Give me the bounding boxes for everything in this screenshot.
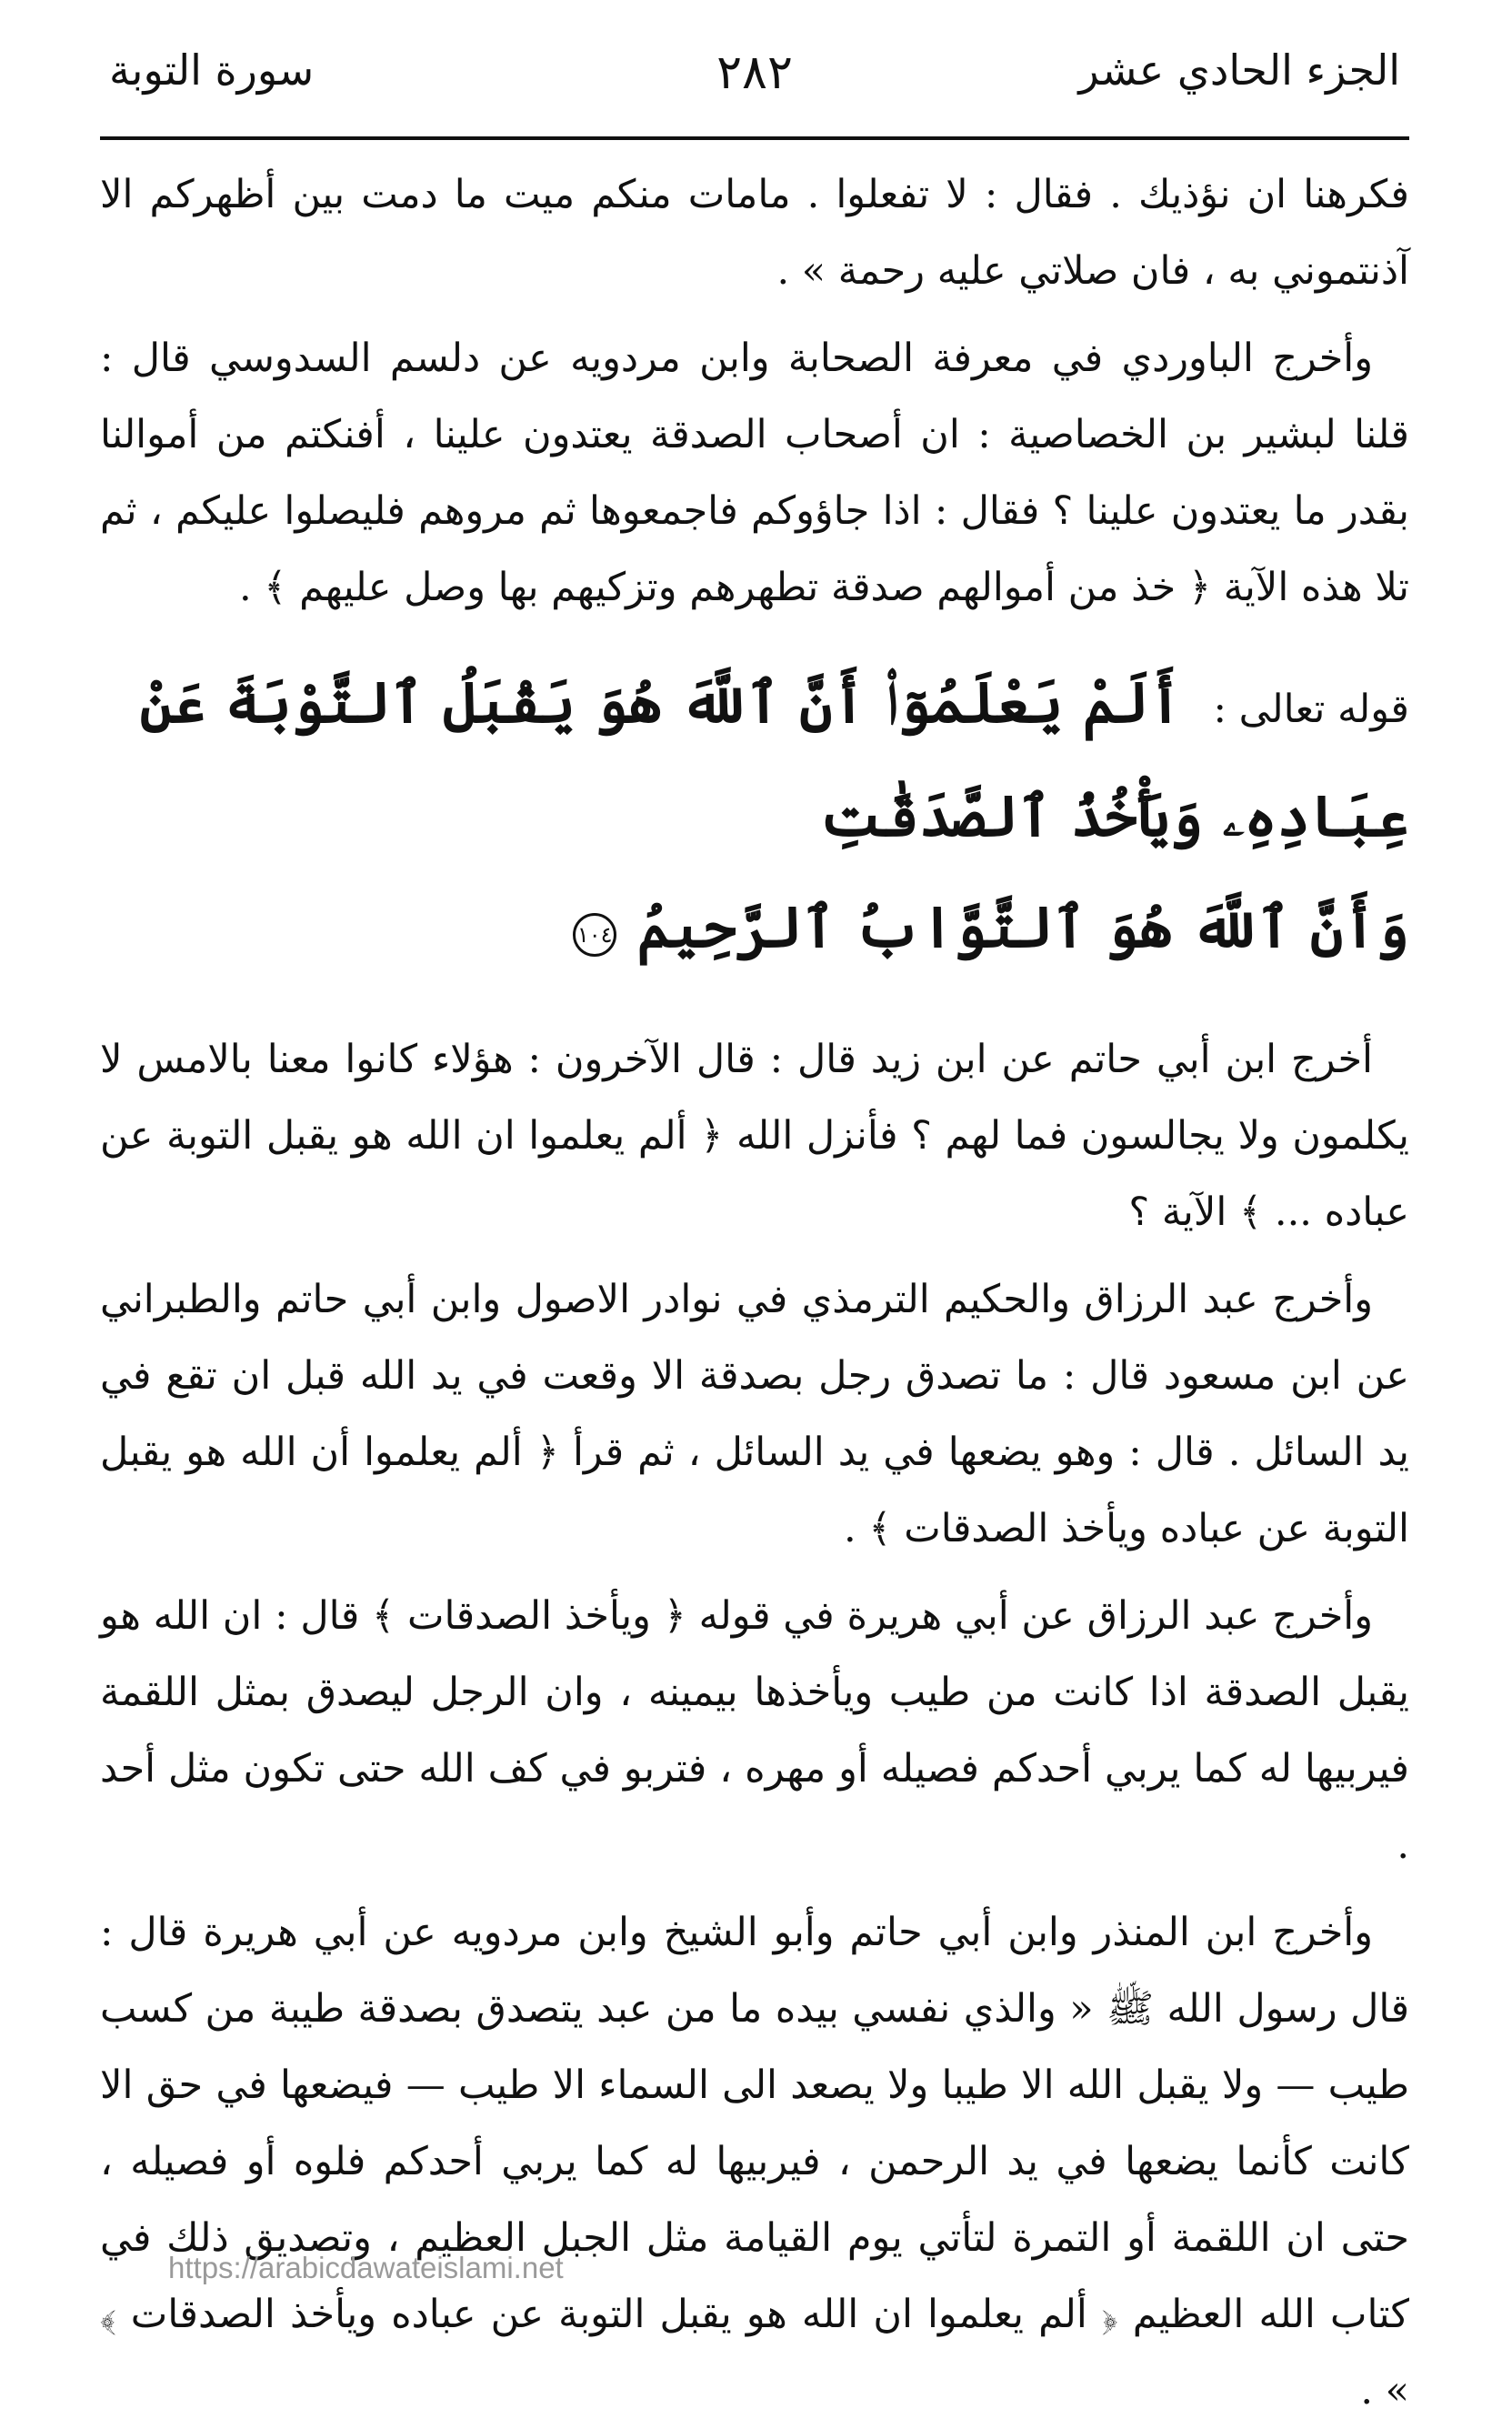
verse-line — [100, 649, 1409, 874]
page-number: ٢٨٢ — [716, 45, 793, 100]
verse-line — [100, 874, 1409, 985]
paragraph: وأخرج الباوردي في معرفة الصحابة وابن مردويه عن دلسم السدوسي قال : قلنا لبشير بن الخصاصية : ان أصحاب الصدقة يعتدون علينا ، أفنكتم من أموالنا بقدر ما يعتدون علينا ؟ فقال : اذا جاؤوكم فاجمعوها ثم مروهم فليصلوا عليكم ، ثم تلا هذه الآية ﴿ خذ من أموالهم صدقة تطهرهم وتزكيهم بها وصل عليهم ﴾ . — [100, 336, 1409, 610]
paragraph: وأخرج ابن المنذر وابن أبي حاتم وأبو الشيخ وابن مردويه عن أبي هريرة قال : قال رسول الله ﷺ « والذي نفسي بيده ما من عبد يتصدق بصدقة طيبة من كسب طيب — ولا يقبل الله الا طيبا ولا يصعد الى السماء الا طيب — فيضعها في حق الا كانت كأنما يضعها في يد الرحمن ، فيربيها له كما يربي أحدكم فلوه أو فصيله ، حتى ان اللقمة أو التمرة لتأتي يوم القيامة مثل الجبل العظيم ، وتصديق ذلك في كتاب الله العظيم ﴿ ألم يعلموا ان الله هو يقبل التوبة عن عباده ويأخذ الصدقات ﴾ » . — [100, 1910, 1409, 2414]
paragraph: فكرهنا ان نؤذيك . فقال : لا تفعلوا . مامات منكم ميت ما دمت بين أظهركم الا آذنتموني به ، فان صلاتي عليه رحمة » . — [100, 172, 1409, 294]
verse-lead: قوله تعالى : — [1213, 687, 1409, 732]
part-title: الجزء الحادي عشر — [1078, 45, 1400, 95]
paragraph: وأخرج عبد الرزاق والحكيم الترمذي في نوادر الاصول وابن أبي حاتم والطبراني عن ابن مسعود قال : ما تصدق رجل بصدقة الا وقعت في يد الله قبل ان تقع في يد السائل . قال : وهو يضعها في يد السائل ، ثم قرأ ﴿ ألم يعلموا أن الله هو يقبل التوبة عن عباده ويأخذ الصدقات ﴾ . — [100, 1277, 1409, 1551]
paragraph: أخرج ابن أبي حاتم عن ابن زيد قال : قال الآخرون : هؤلاء كانوا معنا بالامس لا يكلمون ولا يجالسون فما لهم ؟ فأنزل الله ﴿ ألم يعلموا ان الله هو يقبل التوبة عن عباده ... ﴾ الآية ؟ — [100, 1037, 1409, 1235]
watermark-url: https://arabicdawateislami.net — [168, 2251, 564, 2284]
quran-verse-block — [100, 649, 1409, 985]
ayah-number-badge: ١٠٤ — [573, 913, 616, 957]
paragraph: وأخرج عبد الرزاق عن أبي هريرة في قوله ﴿ ويأخذ الصدقات ﴾ قال : ان الله هو يقبل الصدقة اذا كانت من طيب ويأخذها بيمينه ، وان الرجل ليصدق بمثل اللقمة فيربيها له كما يربي أحدكم فصيله أو مهره ، فتربو في كف الله حتى تكون مثل أحد . — [100, 1593, 1409, 1868]
page-body — [100, 140, 1409, 2429]
book-page — [100, 36, 1409, 2414]
page-header — [100, 36, 1409, 140]
verse-text: وَأَنَّ ٱللَّهَ هُوَ ٱلتَّوَّابُ ٱلرَّحِيمُ — [636, 894, 1409, 960]
verse-text: أَلَمْ يَعْلَمُوٓا۟ أَنَّ ٱللَّهَ هُوَ يَقْبَلُ ٱلتَّوْبَةَ عَنْ عِبَادِهِۦ وَيَأْخُذُ ٱلصَّدَقَٰتِ — [139, 669, 1409, 849]
surah-title: سورة التوبة — [109, 45, 315, 95]
